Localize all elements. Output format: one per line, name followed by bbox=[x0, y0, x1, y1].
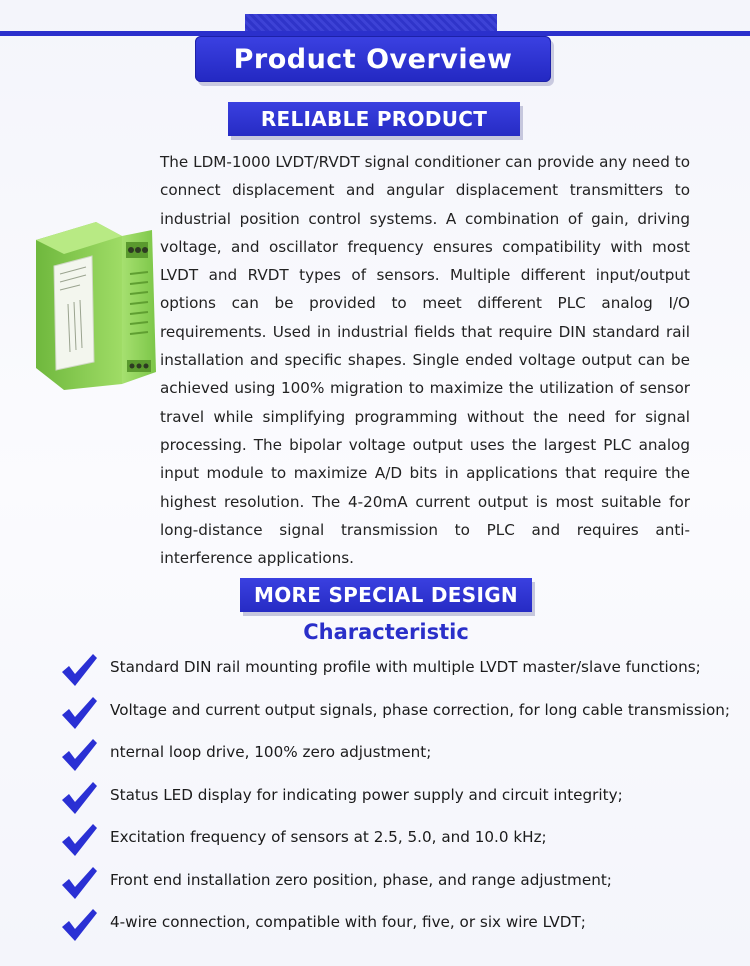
page-title-badge bbox=[195, 36, 551, 82]
checkmark-icon bbox=[60, 865, 98, 901]
product-description: The LDM-1000 LVDT/RVDT signal conditioner can provide any need to connect displacement and angular displacement transmitters to industrial position control systems. A combination of gain, driving voltage, and oscillator frequency ensures compatibility with most LVDT and RVDT types of sensors. Multiple different input/output options can be provided to meet different PLC analog I/O requirements. Used in industrial fields that require DIN standard rail installation and specific shapes. Single ended voltage output can be achieved using 100% migration to maximize the utilization of sensor travel while simplifying programming without the need for signal processing. The bipolar voltage output uses the largest PLC analog input module to maximize A/D bits in applications that require the highest resolution. The 4-20mA current output is most suitable for long-distance signal transmission to PLC and requires anti-interference applications. bbox=[160, 153, 690, 568]
feature-text: Front end installation zero position, phase, and range adjustment; bbox=[110, 870, 612, 889]
reliable-product-title: RELIABLE PRODUCT bbox=[260, 107, 488, 131]
feature-text: 4-wire connection, compatible with four, five, or six wire LVDT; bbox=[110, 913, 586, 931]
characteristic-subtitle: Characteristic bbox=[303, 620, 469, 644]
checkmark-icon bbox=[60, 907, 98, 943]
list-item bbox=[60, 776, 740, 819]
list-item bbox=[60, 818, 740, 861]
special-design-badge bbox=[240, 578, 532, 612]
special-design-title: MORE SPECIAL DESIGN bbox=[254, 583, 518, 607]
din-rail-module-image bbox=[30, 212, 160, 392]
feature-text: Excitation frequency of sensors at 2.5, 5.0, and 10.0 kHz; bbox=[110, 828, 547, 846]
feature-list bbox=[60, 648, 740, 946]
reliable-product-badge bbox=[228, 102, 520, 136]
feature-text: Voltage and current output signals, phase correction, for long cable transmission; bbox=[110, 700, 730, 719]
list-item bbox=[60, 733, 740, 776]
checkmark-icon bbox=[60, 822, 98, 858]
page-title: Product Overview bbox=[233, 43, 513, 75]
checkmark-icon bbox=[60, 737, 98, 773]
list-item bbox=[60, 861, 740, 904]
list-item bbox=[60, 691, 740, 734]
checkmark-icon bbox=[60, 652, 98, 688]
list-item bbox=[60, 903, 740, 946]
feature-text: Standard DIN rail mounting profile with multiple LVDT master/slave functions; bbox=[110, 658, 701, 676]
list-item bbox=[60, 648, 740, 691]
checkmark-icon bbox=[60, 695, 98, 731]
checkmark-icon bbox=[60, 780, 98, 816]
feature-text: Status LED display for indicating power supply and circuit integrity; bbox=[110, 785, 623, 804]
feature-text: nternal loop drive, 100% zero adjustment; bbox=[110, 743, 432, 761]
